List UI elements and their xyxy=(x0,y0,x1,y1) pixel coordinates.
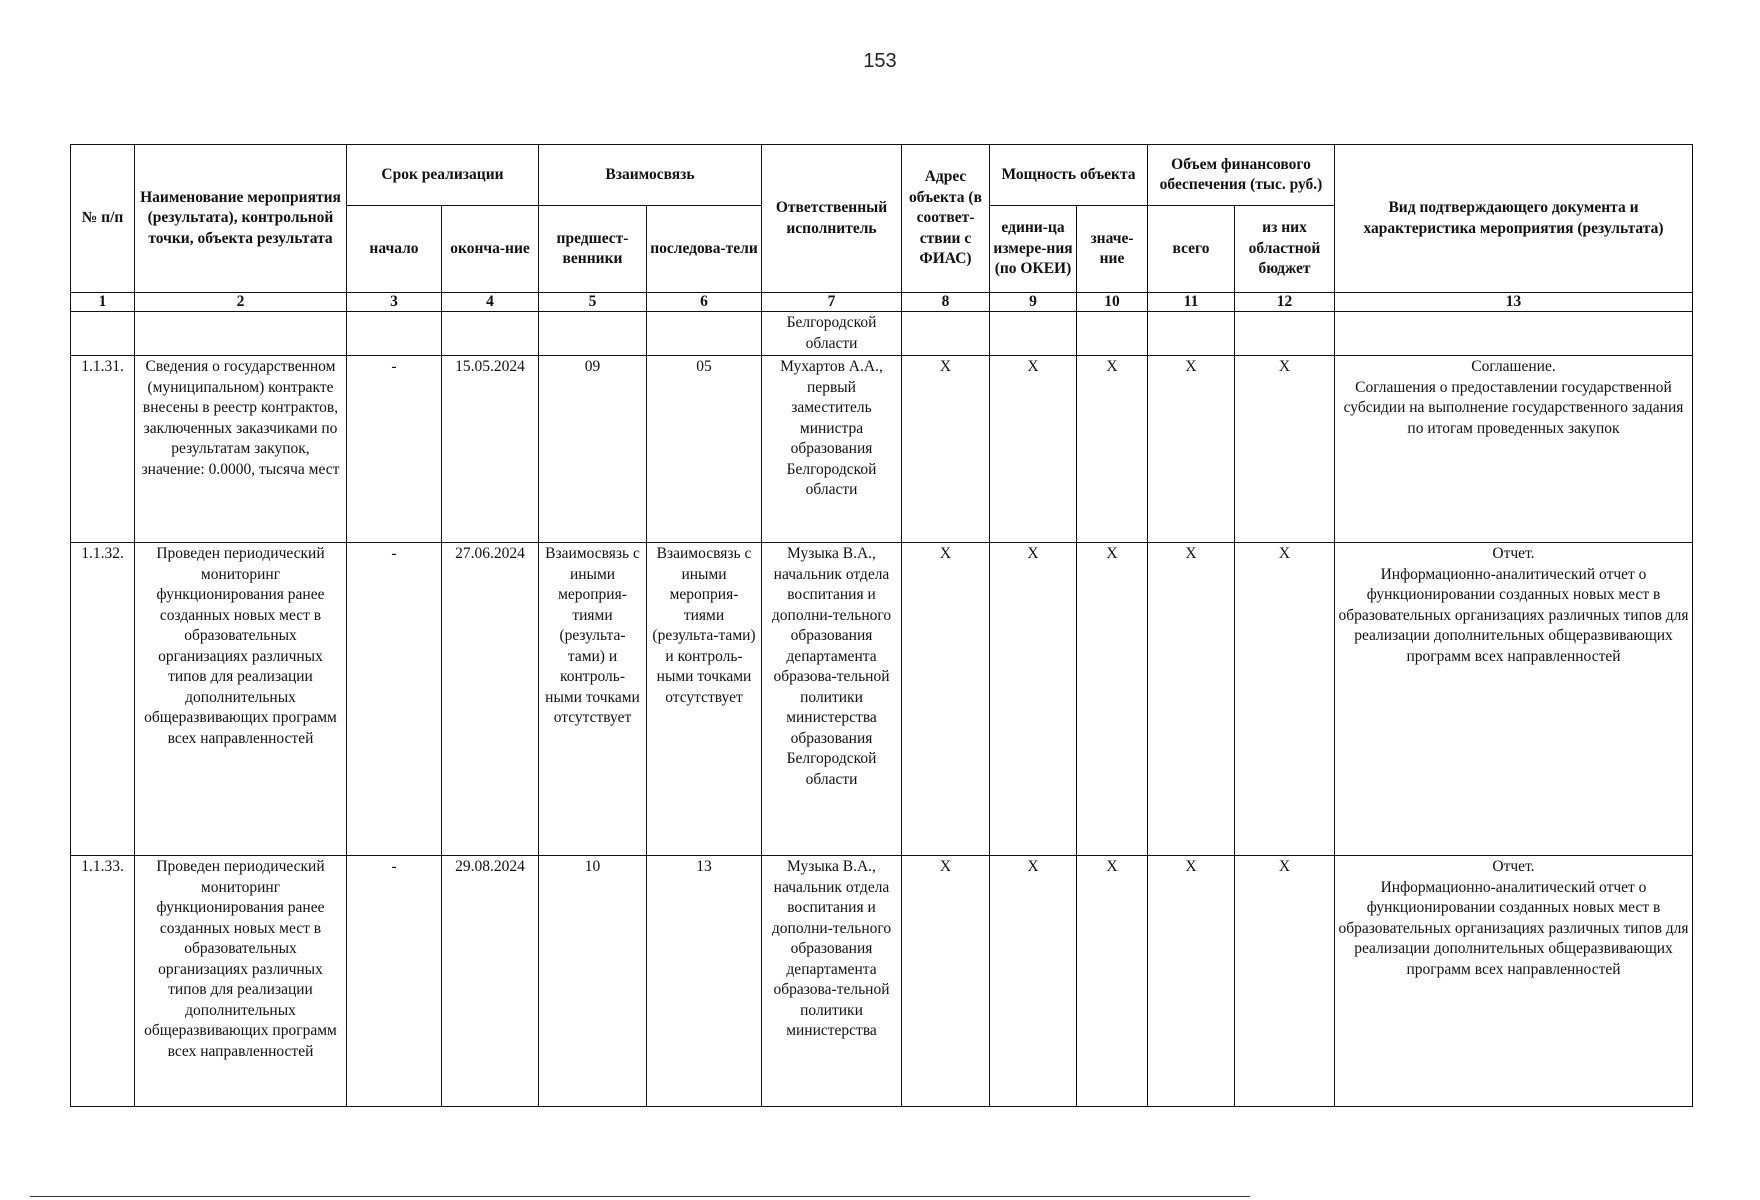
empty-cell xyxy=(1335,312,1693,356)
document-title: Соглашение. xyxy=(1471,358,1556,375)
header-regional: из них областной бюджет xyxy=(1235,206,1335,293)
col-number: 6 xyxy=(647,293,762,312)
end-date: 29.08.2024 xyxy=(442,856,539,1107)
header-value: значе-ние xyxy=(1077,206,1148,293)
regional-cell: X xyxy=(1235,856,1335,1107)
header-end: оконча-ние xyxy=(442,206,539,293)
column-number-row xyxy=(71,293,1693,312)
empty-cell xyxy=(442,312,539,356)
document-title: Отчет. xyxy=(1492,858,1535,875)
document-cell xyxy=(1335,856,1693,1107)
document-title: Отчет. xyxy=(1492,545,1535,562)
row-number: 1.1.33. xyxy=(71,856,135,1107)
col-number: 8 xyxy=(902,293,990,312)
col-number: 7 xyxy=(762,293,902,312)
measure-name: Сведения о государственном (муниципальном) контракте внесены в реестр контрактов, заключенных заказчиками по результатам закупок, значение: 0.0000, тысяча мест xyxy=(135,356,347,543)
executor-cell: Музыка В.А., начальник отдела воспитания и дополни-тельного образования департамента образова-тельной политики министерства образования Белгородской области xyxy=(762,543,902,856)
start-date: - xyxy=(347,856,442,1107)
address-cell: X xyxy=(902,543,990,856)
measure-name: Проведен периодический мониторинг функционирования ранее созданных новых мест в образовательных организациях различных типов для реализации дополнительных общеразвивающих программ всех направленностей xyxy=(135,543,347,856)
total-cell: X xyxy=(1148,356,1235,543)
header-capacity: Мощность объекта xyxy=(990,145,1148,206)
empty-cell xyxy=(71,312,135,356)
address-cell: X xyxy=(902,356,990,543)
measure-name: Проведен периодический мониторинг функционирования ранее созданных новых мест в образовательных организациях различных типов для реализации дополнительных общеразвивающих программ всех направленностей xyxy=(135,856,347,1107)
table-row xyxy=(71,356,1693,543)
table-header-row xyxy=(71,145,1693,206)
header-total: всего xyxy=(1148,206,1235,293)
empty-cell xyxy=(1235,312,1335,356)
document-text: Информационно-аналитический отчет о функционировании созданных новых мест в образовательных организациях различных типов для реализации дополнительных общеразвивающих программ всех направленностей xyxy=(1338,878,1689,978)
empty-cell xyxy=(135,312,347,356)
end-date: 15.05.2024 xyxy=(442,356,539,543)
header-start: начало xyxy=(347,206,442,293)
start-date: - xyxy=(347,543,442,856)
empty-cell xyxy=(990,312,1077,356)
document-cell xyxy=(1335,543,1693,856)
header-unit: едини-ца измере-ния (по ОКЕИ) xyxy=(990,206,1077,293)
document-cell xyxy=(1335,356,1693,543)
continuation-row xyxy=(71,312,1693,356)
table-row xyxy=(71,543,1693,856)
value-cell: X xyxy=(1077,356,1148,543)
start-date: - xyxy=(347,356,442,543)
successors: 13 xyxy=(647,856,762,1107)
col-number: 9 xyxy=(990,293,1077,312)
table-row xyxy=(71,856,1693,1107)
empty-cell xyxy=(539,312,647,356)
header-num: № п/п xyxy=(71,145,135,293)
successors: Взаимосвязь с иными мероприя-тиями (результа-тами) и контроль-ными точками отсутствует xyxy=(647,543,762,856)
header-link: Взаимосвязь xyxy=(539,145,762,206)
executor-cell: Белгородской области xyxy=(762,312,902,356)
unit-cell: X xyxy=(990,356,1077,543)
predecessors: Взаимосвязь с иными мероприя-тиями (результа-тами) и контроль-ными точками отсутствует xyxy=(539,543,647,856)
total-cell: X xyxy=(1148,543,1235,856)
col-number: 10 xyxy=(1077,293,1148,312)
unit-cell: X xyxy=(990,543,1077,856)
header-pred: предшест-венники xyxy=(539,206,647,293)
row-number: 1.1.32. xyxy=(71,543,135,856)
col-number: 11 xyxy=(1148,293,1235,312)
header-name: Наименование мероприятия (результата), контрольной точки, объекта результата xyxy=(135,145,347,293)
predecessors: 10 xyxy=(539,856,647,1107)
header-document: Вид подтверждающего документа и характеристика мероприятия (результата) xyxy=(1335,145,1693,293)
page-number: 153 xyxy=(863,50,897,72)
page-divider xyxy=(30,1196,1250,1197)
predecessors: 09 xyxy=(539,356,647,543)
end-date: 27.06.2024 xyxy=(442,543,539,856)
executor-cell: Музыка В.А., начальник отдела воспитания и дополни-тельного образования департамента образова-тельной политики министерства xyxy=(762,856,902,1107)
header-finance: Объем финансового обеспечения (тыс. руб.) xyxy=(1148,145,1335,206)
col-number: 12 xyxy=(1235,293,1335,312)
col-number: 13 xyxy=(1335,293,1693,312)
value-cell: X xyxy=(1077,856,1148,1107)
header-term: Срок реализации xyxy=(347,145,539,206)
header-address: Адрес объекта (в соответ-ствии с ФИАС) xyxy=(902,145,990,293)
successors: 05 xyxy=(647,356,762,543)
empty-cell xyxy=(1077,312,1148,356)
address-cell: X xyxy=(902,856,990,1107)
empty-cell xyxy=(347,312,442,356)
col-number: 2 xyxy=(135,293,347,312)
col-number: 3 xyxy=(347,293,442,312)
measures-table xyxy=(70,144,1693,1107)
document-text: Соглашения о предоставлении государственной субсидии на выполнение государственного задания по итогам проведенных закупок xyxy=(1343,378,1684,437)
header-succ: последова-тели xyxy=(647,206,762,293)
empty-cell xyxy=(647,312,762,356)
col-number: 4 xyxy=(442,293,539,312)
col-number: 5 xyxy=(539,293,647,312)
row-number: 1.1.31. xyxy=(71,356,135,543)
col-number: 1 xyxy=(71,293,135,312)
total-cell: X xyxy=(1148,856,1235,1107)
unit-cell: X xyxy=(990,856,1077,1107)
regional-cell: X xyxy=(1235,356,1335,543)
empty-cell xyxy=(1148,312,1235,356)
document-text: Информационно-аналитический отчет о функционировании созданных новых мест в образовательных организациях различных типов для реализации дополнительных общеразвивающих программ всех направленностей xyxy=(1338,565,1689,665)
regional-cell: X xyxy=(1235,543,1335,856)
executor-cell: Мухартов А.А., первый заместитель министра образования Белгородской области xyxy=(762,356,902,543)
value-cell: X xyxy=(1077,543,1148,856)
header-executor: Ответственный исполнитель xyxy=(762,145,902,293)
empty-cell xyxy=(902,312,990,356)
